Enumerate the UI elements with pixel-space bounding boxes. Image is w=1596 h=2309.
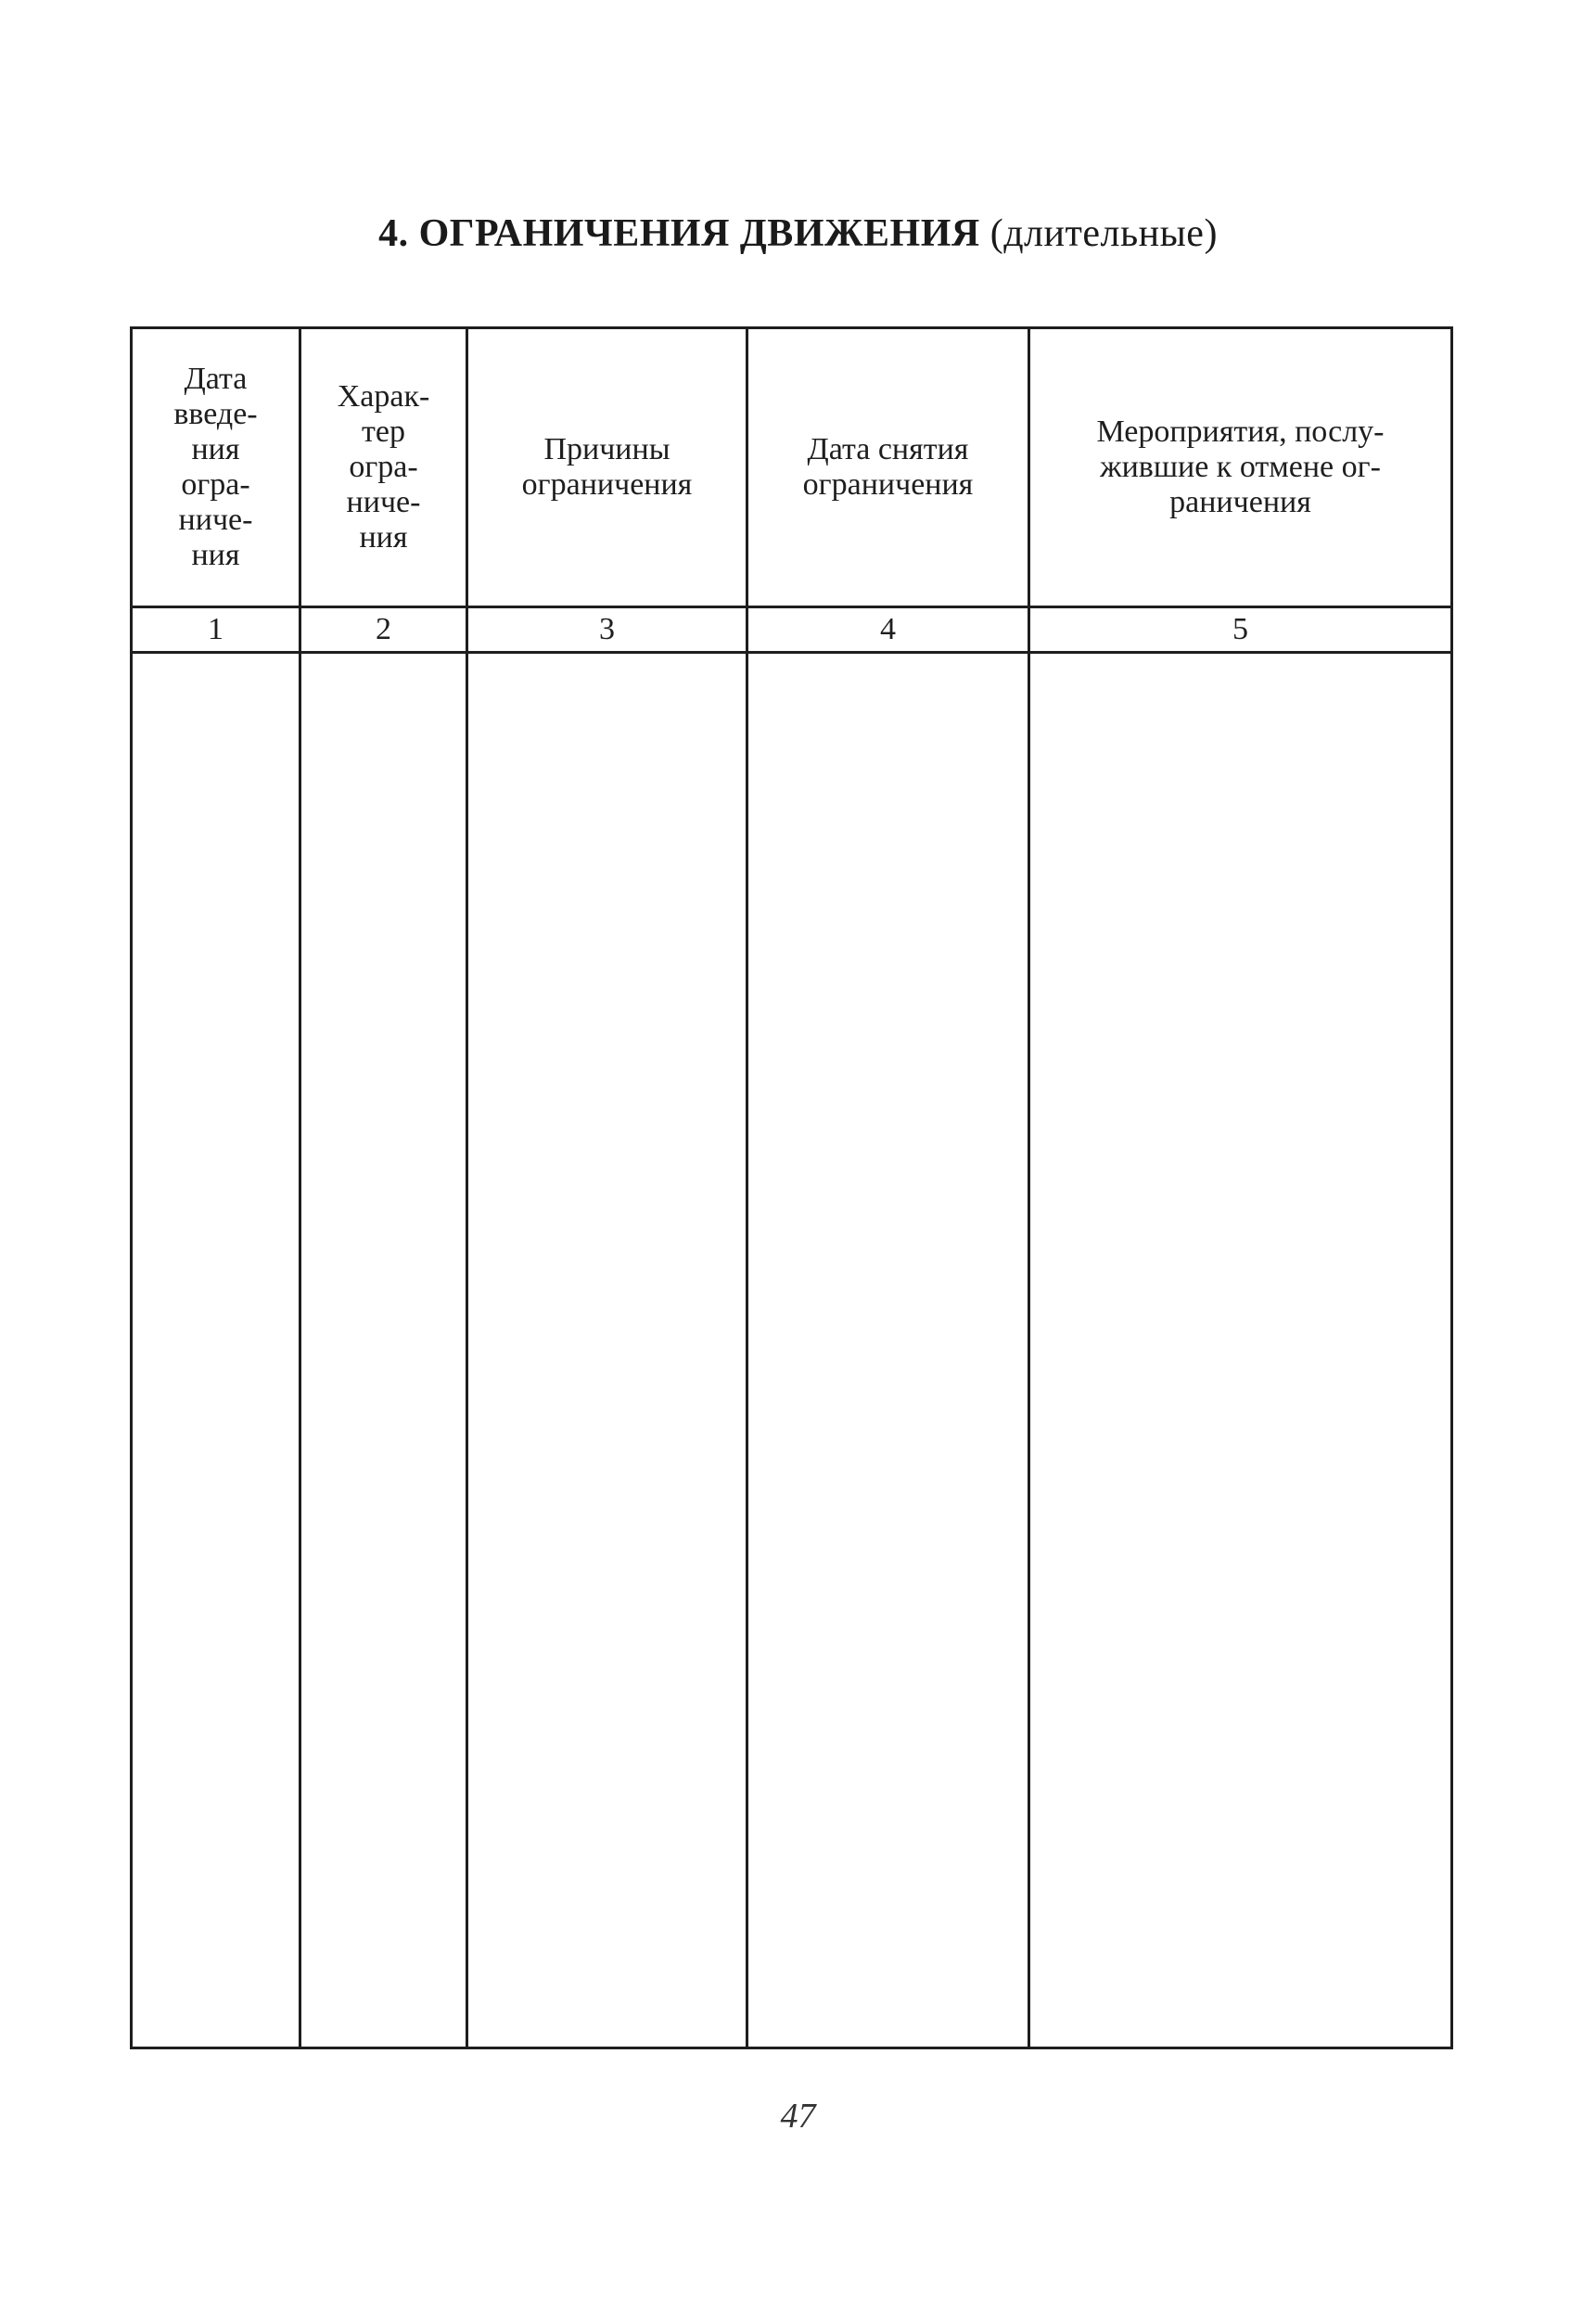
- column-header-label: Дата снятия ограничения: [802, 431, 974, 502]
- column-number: 1: [132, 607, 300, 653]
- column-number-row: [132, 607, 1452, 653]
- blank-entry-area: [132, 653, 1452, 2048]
- column-number: 5: [1029, 607, 1452, 653]
- blank-cell-introduction-date[interactable]: [132, 653, 300, 2048]
- blank-cell-reasons[interactable]: [467, 653, 747, 2048]
- title-sub: (длительные): [990, 212, 1218, 255]
- page-title: [0, 211, 1596, 256]
- column-header-removal-date: [747, 328, 1029, 607]
- column-number: 4: [747, 607, 1029, 653]
- column-number: 3: [467, 607, 747, 653]
- restrictions-table: [130, 326, 1453, 2049]
- column-header-label: Причины ограничения: [521, 431, 693, 502]
- column-number: 2: [300, 607, 467, 653]
- blank-cell-restriction-type[interactable]: [300, 653, 467, 2048]
- column-header-reasons: [467, 328, 747, 607]
- column-header-label: Мероприятия, послу- жившие к отмене ог- раничения: [1096, 414, 1385, 520]
- column-header-introduction-date: [132, 328, 300, 607]
- table-header-row: [132, 328, 1452, 607]
- column-header-measures: [1029, 328, 1452, 607]
- page-number: 47: [780, 2097, 816, 2136]
- blank-cell-measures[interactable]: [1029, 653, 1452, 2048]
- blank-cell-removal-date[interactable]: [747, 653, 1029, 2048]
- column-header-label: Дата введе- ния огра- ниче- ния: [173, 361, 258, 573]
- column-header-label: Харак- тер огра- ниче- ния: [337, 378, 430, 555]
- column-header-restriction-type: [300, 328, 467, 607]
- title-main: 4. ОГРАНИЧЕНИЯ ДВИЖЕНИЯ: [378, 212, 980, 255]
